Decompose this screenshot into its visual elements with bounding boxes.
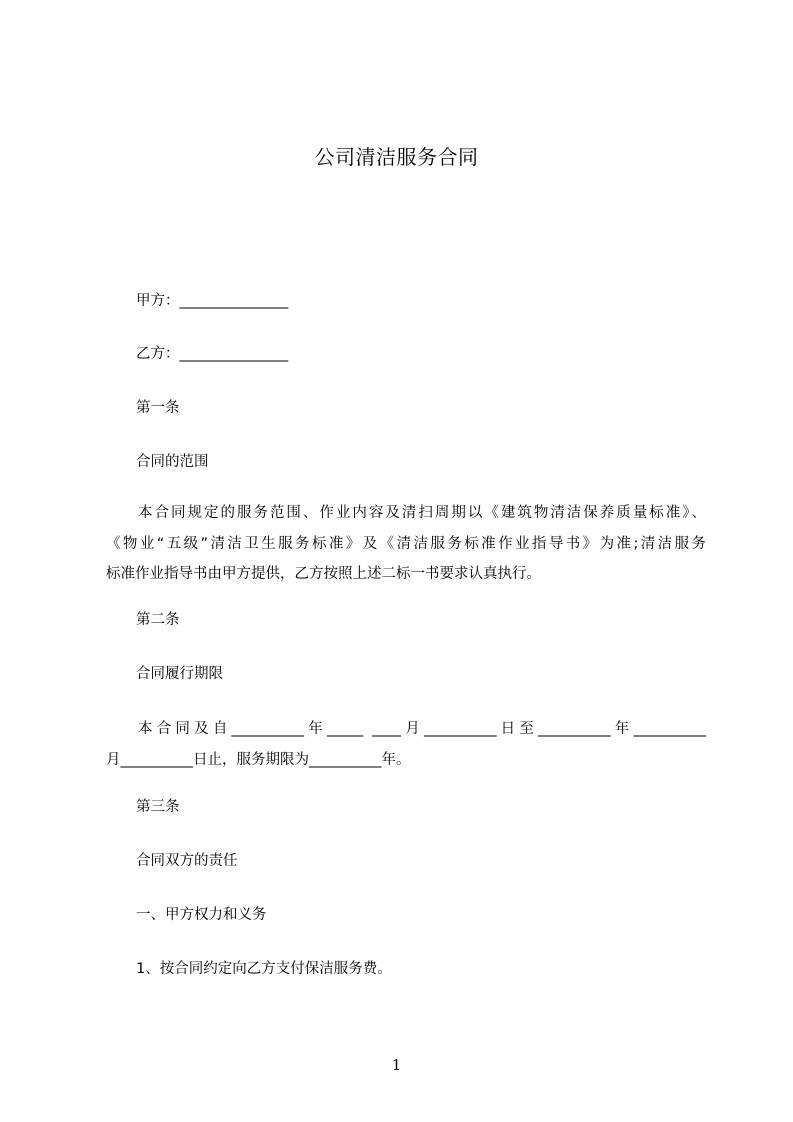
article-1-paragraph xyxy=(106,498,706,590)
paragraph-line: 标准作业指导书由甲方提供，乙方按照上述二标一书要求认真执行。 xyxy=(106,566,541,582)
article-2-subheading: 合同履行期限 xyxy=(136,666,223,682)
clause-item-1: 1、按合同约定向乙方支付保洁服务费。 xyxy=(136,961,392,977)
party-a-line: 甲方：_______________ xyxy=(136,293,289,309)
party-a-rights-section: 一、甲方权力和义务 xyxy=(136,907,267,923)
article-3-subheading: 合同双方的责任 xyxy=(136,853,238,869)
party-b-line: 乙方：_______________ xyxy=(136,346,289,362)
paragraph-line: 本合同规定的服务范围、作业内容及清扫周期以《建筑物清洁保养质量标准》、 xyxy=(138,505,706,521)
page-number: 1 xyxy=(391,1056,402,1074)
article-1-heading: 第一条 xyxy=(136,400,180,416)
article-2-heading: 第二条 xyxy=(136,612,180,628)
document-title: 公司清洁服务合同 xyxy=(314,145,479,169)
paragraph-line: 月__________日止，服务期限为__________年。 xyxy=(106,751,411,768)
paragraph-line: 本合同及自__________年_____ ____月__________日至__________年__________ xyxy=(138,721,706,737)
article-2-paragraph xyxy=(106,714,706,775)
paragraph-line: 《物业“五级”清洁卫生服务标准》及《清洁服务标准作业指导书》为准;清洁服务 xyxy=(106,535,706,552)
article-1-subheading: 合同的范围 xyxy=(136,454,209,470)
article-3-heading: 第三条 xyxy=(136,799,180,815)
